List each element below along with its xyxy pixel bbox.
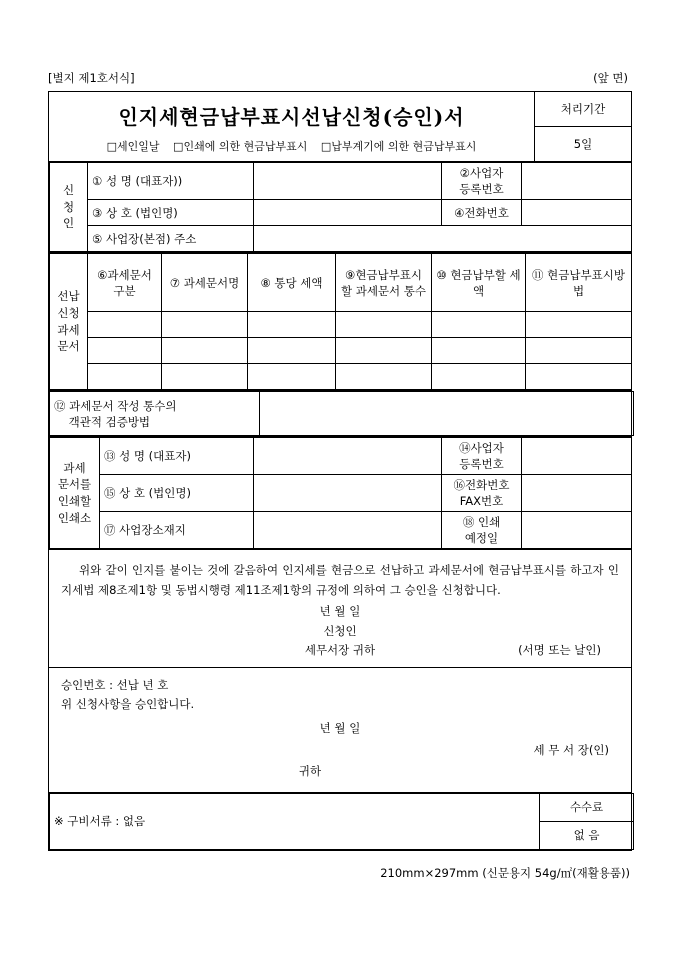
form-number: [별지 제1호서식]: [48, 71, 135, 85]
applicant-phone-label: ④전화번호: [442, 200, 522, 226]
processing-period-value: 5일: [573, 137, 593, 151]
prepay-table: [48, 253, 632, 391]
prepay-cell-0-1[interactable]: [162, 312, 248, 338]
title-options: [49, 136, 534, 161]
verify-table: [48, 391, 632, 437]
printer-company-label: ⑮ 상 호 (법인명): [100, 475, 254, 512]
prepay-cell-0-3[interactable]: [336, 312, 432, 338]
printer-bizno-value[interactable]: [522, 438, 632, 475]
prepay-cell-0-2[interactable]: [248, 312, 336, 338]
printer-bizno-label: ⑭사업자 등록번호: [442, 438, 522, 475]
title-table: [48, 91, 632, 162]
processing-period-label: 처리기간: [535, 92, 631, 127]
page-side-label: (앞 면): [593, 71, 628, 85]
prepay-cell-2-3[interactable]: [336, 364, 432, 390]
applicant-name-value[interactable]: [254, 163, 442, 200]
approval-date-line: 년 월 일: [319, 720, 361, 735]
approval-number: 승인번호 : 선납 년 호: [61, 677, 169, 692]
approval-office: 세 무 서 장(인): [533, 742, 609, 757]
title-bar: [49, 92, 631, 161]
statement-signature-area: [61, 600, 619, 661]
applicant-address-value[interactable]: [254, 226, 632, 252]
prepay-cell-2-2[interactable]: [248, 364, 336, 390]
statement-block: [49, 550, 631, 667]
printer-address-value[interactable]: [254, 512, 442, 549]
prepay-cell-1-1[interactable]: [162, 338, 248, 364]
applicant-phone-value[interactable]: [522, 200, 632, 226]
applicant-inner: [49, 162, 632, 252]
statement-paragraph: 위와 같이 인지를 붙이는 것에 갈음하여 인지세를 현금으로 선납하고 과세문서에 현금납부표시를 하고자 인지세법 제8조제1항 및 동법시행령 제11조제1항의 규정에 의하여 그 승인을 신청합니다.: [61, 563, 619, 598]
printer-phone-value[interactable]: [522, 475, 632, 512]
applicant-company-value[interactable]: [254, 200, 442, 226]
approval-block: [49, 668, 631, 792]
statement-sign-note: (서명 또는 날인): [518, 643, 601, 658]
applicant-bizno-value[interactable]: [522, 163, 632, 200]
printer-address-label: ⑰ 사업장소재지: [100, 512, 254, 549]
prepay-cell-2-0[interactable]: [88, 364, 162, 390]
prepay-cell-1-2[interactable]: [248, 338, 336, 364]
approval-table: [48, 668, 632, 793]
prepay-cell-2-5[interactable]: [526, 364, 632, 390]
verify-label: ⑫ 과세문서 작성 통수의 객관적 검증방법: [50, 392, 260, 436]
prepay-cell-0-0[interactable]: [88, 312, 162, 338]
processing-period-box: [535, 92, 631, 161]
prepay-inner: [49, 253, 632, 390]
fee-value: 없 음: [540, 821, 634, 849]
title-option-2: □납부계기에 의한 현금납부표시: [320, 140, 477, 153]
printer-date-label: ⑱ 인쇄 예정일: [442, 512, 522, 549]
page-title: 인지세현금납부표시선납신청(승인)서: [118, 105, 465, 129]
required-docs-label: ※ 구비서류 : 없음: [50, 793, 540, 849]
table-row: [50, 364, 632, 390]
approval-statement: 위 신청사항을 승인합니다.: [61, 697, 195, 712]
applicant-company-label: ③ 상 호 (법인명): [88, 200, 254, 226]
approval-gwiha: 귀하: [298, 764, 322, 779]
title-option-1: □인쇄에 의한 현금납부표시: [173, 140, 308, 153]
prepay-col-0: ⑥과세문서 구분: [88, 254, 162, 312]
printer-name-value[interactable]: [254, 438, 442, 475]
applicant-table: [48, 162, 632, 253]
prepay-cell-0-4[interactable]: [432, 312, 526, 338]
prepay-col-5: ⑪ 현금납부표시방법: [526, 254, 632, 312]
prepay-col-1: ⑦ 과세문서명: [162, 254, 248, 312]
prepay-cell-1-0[interactable]: [88, 338, 162, 364]
printer-phone-label: ⑯전화번호 FAX번호: [442, 475, 522, 512]
printer-date-value[interactable]: [522, 512, 632, 549]
title-option-0: □세인일날: [106, 140, 160, 153]
verify-inner: [49, 391, 634, 436]
applicant-label: 신 청 인: [50, 163, 88, 252]
footer-table: [48, 793, 632, 851]
prepay-cell-2-1[interactable]: [162, 364, 248, 390]
prepay-cell-1-4[interactable]: [432, 338, 526, 364]
prepay-cell-1-5[interactable]: [526, 338, 632, 364]
statement-table: [48, 550, 632, 668]
table-row: [50, 338, 632, 364]
prepay-label: 선납 신청 과세 문서: [50, 254, 88, 390]
verify-value[interactable]: [260, 392, 634, 436]
statement-date-line: 년 월 일: [319, 604, 361, 619]
printer-table: [48, 437, 632, 550]
statement-applicant-line: 신청인: [323, 623, 357, 638]
prepay-cell-0-5[interactable]: [526, 312, 632, 338]
prepay-col-3: ⑨현금납부표시할 과세문서 통수: [336, 254, 432, 312]
paper-spec: 210mm×297mm (신문용지 54g/㎡(재활용품)): [380, 865, 630, 880]
prepay-cell-1-3[interactable]: [336, 338, 432, 364]
printer-company-value[interactable]: [254, 475, 442, 512]
title-main: [49, 92, 535, 161]
printer-label: 과세 문서를 인쇄할 인쇄소: [50, 438, 100, 549]
footer-inner: [49, 793, 634, 850]
table-row: [50, 312, 632, 338]
printer-name-label: ⑬ 성 명 (대표자): [100, 438, 254, 475]
header-row: [48, 70, 632, 86]
prepay-col-2: ⑧ 통당 세액: [248, 254, 336, 312]
prepay-col-4: ⑩ 현금납부할 세액: [432, 254, 526, 312]
prepay-cell-2-4[interactable]: [432, 364, 526, 390]
applicant-name-label: ① 성 명 (대표자)): [88, 163, 254, 200]
statement-office-line: 세무서장 귀하: [304, 643, 376, 658]
applicant-bizno-label: ②사업자 등록번호: [442, 163, 522, 200]
applicant-address-label: ⑤ 사업장(본점) 주소: [88, 226, 254, 252]
printer-inner: [49, 437, 632, 549]
fee-label: 수수료: [540, 793, 634, 821]
